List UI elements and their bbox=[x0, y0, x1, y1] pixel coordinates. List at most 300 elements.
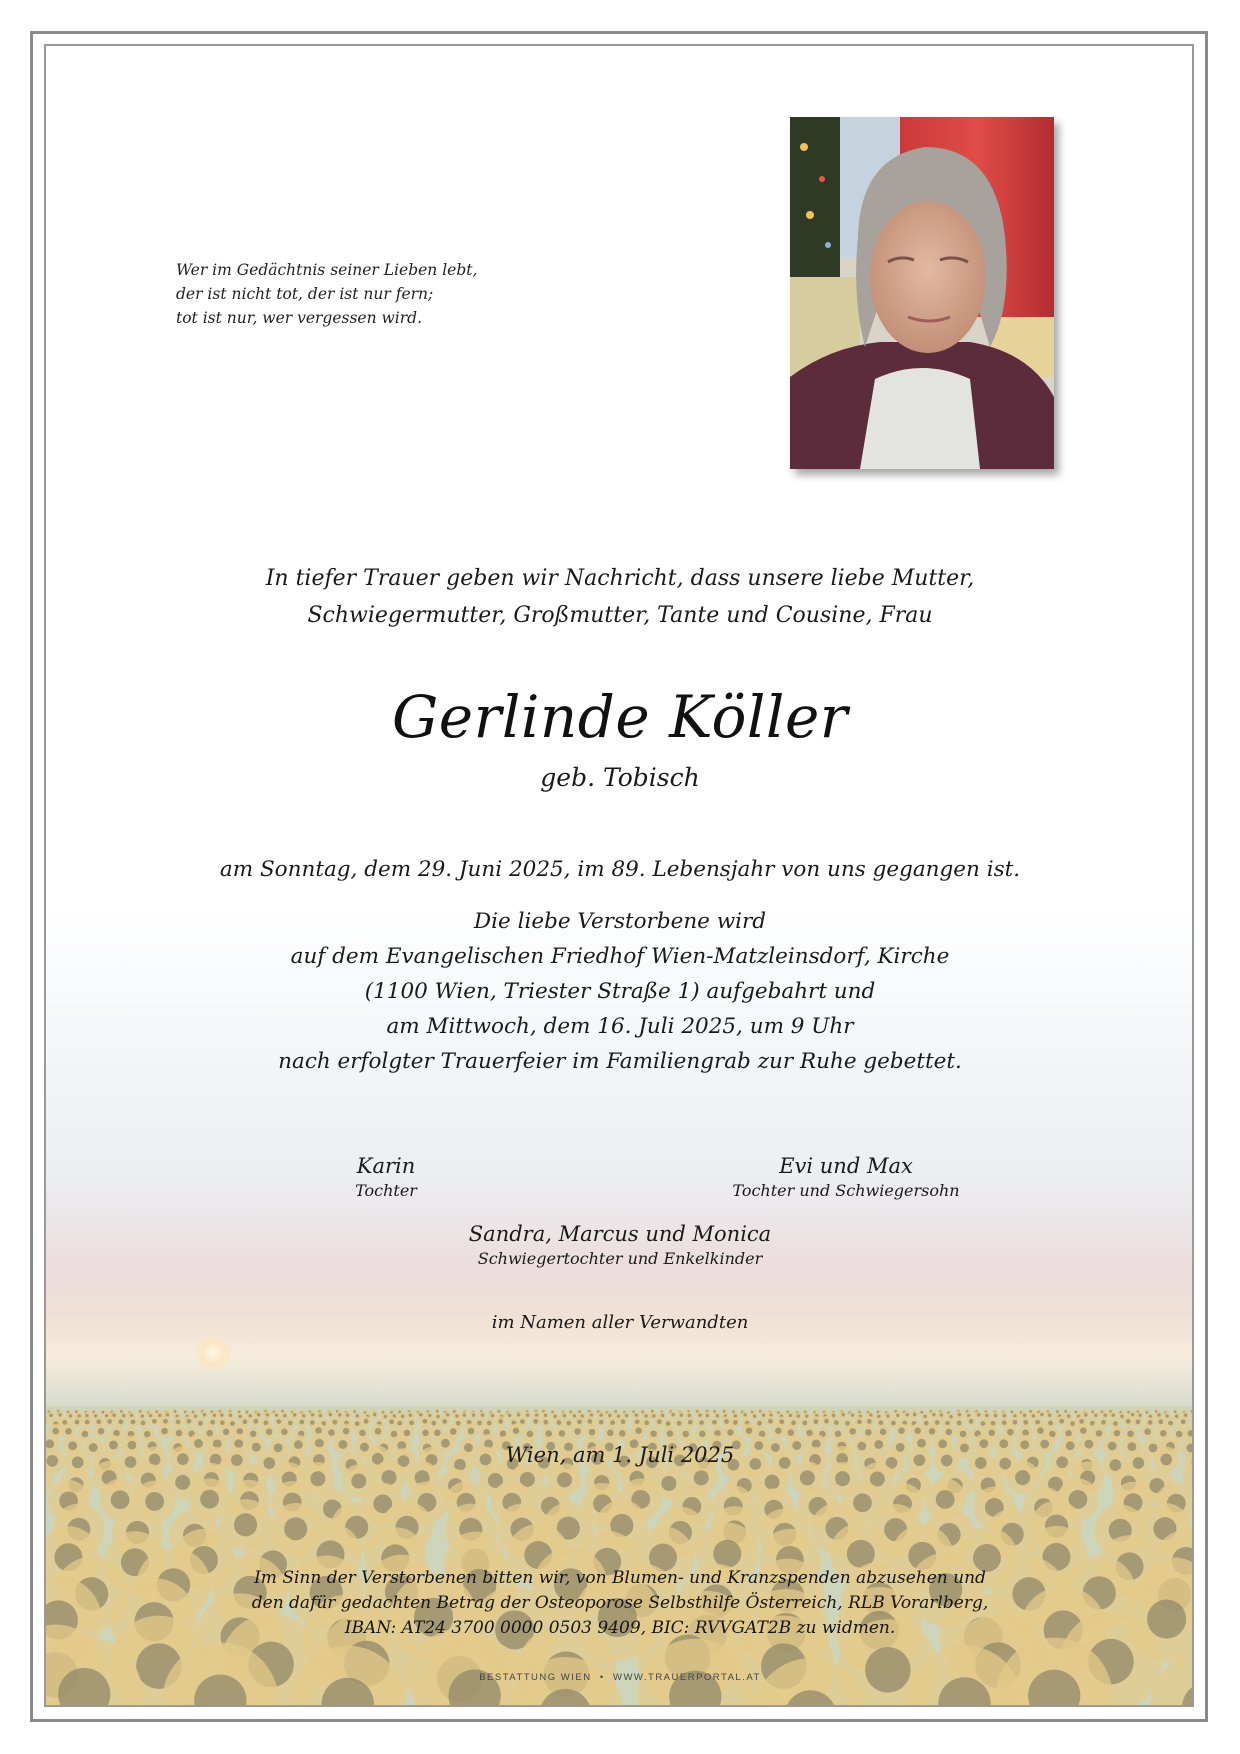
sunflower-center bbox=[1037, 1427, 1044, 1434]
sunflower-center bbox=[299, 1420, 304, 1425]
sunflower-center bbox=[1148, 1420, 1153, 1425]
sunflower-center bbox=[1181, 1419, 1186, 1424]
sunflower-center bbox=[753, 1414, 756, 1417]
sunflower-center bbox=[293, 1413, 296, 1416]
setting-sun bbox=[196, 1336, 230, 1370]
sunflower-center bbox=[651, 1410, 654, 1413]
sunflower-center bbox=[932, 1413, 935, 1416]
sunflower-center bbox=[1101, 1420, 1106, 1425]
mourner-relation: Tochter bbox=[355, 1181, 417, 1200]
mourner-entry bbox=[316, 1152, 456, 1202]
deceased-name: Gerlinde Köller bbox=[391, 683, 849, 751]
sunflower-center bbox=[436, 1410, 439, 1413]
sunflower-center bbox=[210, 1420, 215, 1425]
sunflower-center bbox=[762, 1413, 765, 1416]
sunflower-center bbox=[498, 1410, 501, 1413]
sunflower-center bbox=[802, 1420, 807, 1425]
quote-line: tot ist nur, wer vergessen wird. bbox=[176, 309, 422, 327]
sunflower-center bbox=[175, 1475, 190, 1490]
sunflower-center bbox=[253, 1419, 258, 1424]
sunflower-center bbox=[661, 1476, 676, 1491]
sunflower-center bbox=[1003, 1414, 1006, 1417]
sunflower-center bbox=[775, 1428, 782, 1435]
sunflower-center bbox=[545, 1430, 552, 1437]
sunflower-center bbox=[641, 1411, 644, 1414]
sunflower-center bbox=[1048, 1414, 1051, 1417]
sunflower-center bbox=[533, 1419, 538, 1424]
sunflower-center bbox=[969, 1419, 974, 1424]
sunflower-center bbox=[896, 1414, 899, 1417]
sunflower-center bbox=[574, 1428, 581, 1435]
footer-separator: • bbox=[599, 1672, 605, 1683]
sunflower-center bbox=[404, 1430, 411, 1437]
sunflower-center bbox=[145, 1492, 164, 1511]
sunflower-center bbox=[589, 1429, 596, 1436]
sunflower-center bbox=[176, 1430, 183, 1437]
sunflower-center bbox=[520, 1419, 525, 1424]
sunflower-center bbox=[991, 1421, 996, 1426]
sunflower-center bbox=[398, 1410, 401, 1413]
sunflower-center bbox=[266, 1429, 273, 1436]
sunflower-center bbox=[112, 1414, 115, 1417]
sunflower-center bbox=[526, 1414, 529, 1417]
sunflower-center bbox=[118, 1419, 123, 1424]
sunflower-center bbox=[220, 1420, 225, 1425]
sunflower-center bbox=[144, 1431, 151, 1438]
sunflower-center bbox=[229, 1414, 232, 1417]
sunflower-center bbox=[666, 1421, 671, 1426]
sunflower-center bbox=[434, 1430, 441, 1437]
sunflower-center bbox=[1157, 1413, 1160, 1416]
sunflower-center bbox=[841, 1413, 844, 1416]
sunflower-center bbox=[661, 1414, 664, 1417]
sunflower-center bbox=[187, 1419, 192, 1424]
details-line: (1100 Wien, Triester Straße 1) aufgebahrt und bbox=[364, 979, 876, 1004]
sunflower-center bbox=[988, 1429, 995, 1436]
mourner-name: Karin bbox=[356, 1154, 416, 1178]
sunflower-center bbox=[746, 1427, 753, 1434]
sunflower-center bbox=[1032, 1414, 1035, 1417]
sunflower-center bbox=[727, 1429, 734, 1436]
sunflower-center bbox=[985, 1414, 988, 1417]
sunflower-center bbox=[230, 1421, 235, 1426]
sunflower-center bbox=[422, 1429, 429, 1436]
sunflower-center bbox=[446, 1413, 449, 1416]
sunflower-center bbox=[553, 1414, 556, 1417]
sunflower-center bbox=[1168, 1421, 1173, 1426]
sunflower-center bbox=[264, 1420, 269, 1425]
sunflower-center bbox=[699, 1431, 706, 1438]
details-line: am Mittwoch, dem 16. Juli 2025, um 9 Uhr bbox=[386, 1014, 854, 1039]
sunflower-center bbox=[835, 1431, 842, 1438]
sunflower-center bbox=[242, 1419, 247, 1424]
sunflower-center bbox=[765, 1475, 780, 1490]
sunflower-center bbox=[1138, 1413, 1141, 1416]
sunflower-center bbox=[332, 1420, 337, 1425]
sunflower-center bbox=[450, 1428, 457, 1435]
sunflower-center bbox=[1015, 1470, 1030, 1485]
sunflower-center bbox=[1176, 1431, 1183, 1438]
sunflower-center bbox=[557, 1472, 572, 1487]
sunflower-center bbox=[834, 1420, 839, 1425]
sunflower-center bbox=[194, 1415, 197, 1418]
sunflower-center bbox=[382, 1470, 397, 1485]
sunflower-center bbox=[276, 1419, 281, 1424]
sunflower-center bbox=[573, 1414, 576, 1417]
sunflower-center bbox=[614, 1410, 617, 1413]
donation-request bbox=[0, 1566, 1240, 1641]
sunflower-center bbox=[835, 1471, 850, 1486]
sunflower-center bbox=[62, 1420, 67, 1425]
sunflower-center bbox=[69, 1414, 72, 1417]
sunflower-center bbox=[436, 1415, 439, 1418]
request-line: IBAN: AT24 3700 0000 0503 9409, BIC: RVVGAT2B zu widmen. bbox=[344, 1618, 896, 1638]
death-date-line: am Sonntag, dem 29. Juni 2025, im 89. Lebensjahr von uns gegangen ist. bbox=[219, 857, 1021, 882]
sunflower-center bbox=[924, 1421, 929, 1426]
sunflower-center bbox=[563, 1414, 566, 1417]
intro-line: In tiefer Trauer geben wir Nachricht, dass unsere liebe Mutter, bbox=[265, 566, 975, 591]
sunflower-center bbox=[456, 1421, 461, 1426]
sunflower-center bbox=[310, 1471, 325, 1486]
sunflower-center bbox=[946, 1429, 953, 1436]
sunflower-center bbox=[788, 1429, 795, 1436]
sunflower-center bbox=[914, 1427, 921, 1434]
sunflower-center bbox=[667, 1430, 674, 1437]
sunflower-center bbox=[891, 1421, 896, 1426]
sunflower-center bbox=[1023, 1420, 1028, 1425]
sunflower-center bbox=[1191, 1410, 1194, 1413]
on-behalf-line: im Namen aller Verwandten bbox=[491, 1312, 749, 1333]
sunflower-center bbox=[281, 1428, 288, 1435]
sunflower-center bbox=[851, 1413, 854, 1416]
memorial-quote bbox=[176, 258, 536, 330]
sunflower-center bbox=[213, 1414, 216, 1417]
sunflower-center bbox=[1040, 1413, 1043, 1416]
sunflower-center bbox=[723, 1410, 726, 1413]
sunflower-center bbox=[1120, 1415, 1123, 1418]
sunflower-center bbox=[442, 1419, 447, 1424]
sunflower-center bbox=[1074, 1411, 1077, 1414]
sunflower-center bbox=[319, 1414, 322, 1417]
sunflower-center bbox=[158, 1414, 161, 1417]
sunflower-center bbox=[200, 1490, 219, 1509]
sunflower-center bbox=[544, 1414, 547, 1417]
sunflower-center bbox=[391, 1431, 398, 1438]
sunflower-center bbox=[977, 1413, 980, 1416]
sunflower-center bbox=[1012, 1420, 1017, 1425]
mourner-name: Evi und Max bbox=[779, 1154, 913, 1178]
sunflower-center bbox=[98, 1428, 105, 1435]
sunflower-center bbox=[419, 1413, 422, 1416]
sunflower-center bbox=[617, 1415, 620, 1418]
sunflower-center bbox=[513, 1428, 520, 1435]
sunflower-center bbox=[338, 1413, 341, 1416]
sunflower-center bbox=[789, 1414, 792, 1417]
sunflower-center bbox=[111, 1490, 130, 1509]
sunflower-center bbox=[223, 1429, 230, 1436]
sunflower-center bbox=[65, 1428, 72, 1435]
sunflower-center bbox=[680, 1413, 683, 1416]
sunflower-center bbox=[588, 1419, 593, 1424]
sunflower-center bbox=[569, 1411, 572, 1414]
sunflower-center bbox=[1094, 1413, 1097, 1416]
sunflower-center bbox=[141, 1421, 146, 1426]
sunflower-center bbox=[1079, 1419, 1084, 1424]
sunflower-center bbox=[468, 1428, 475, 1435]
sunflower-center bbox=[652, 1414, 655, 1417]
sunflower-center bbox=[491, 1414, 494, 1417]
sunflower-center bbox=[688, 1414, 691, 1417]
place-and-date: Wien, am 1. Juli 2025 bbox=[505, 1443, 735, 1467]
footer-credit bbox=[0, 1672, 1240, 1683]
sunflower-center bbox=[52, 1428, 59, 1435]
sunflower-center bbox=[1158, 1419, 1163, 1424]
sunflower-center bbox=[644, 1414, 647, 1417]
sunflower-center bbox=[284, 1517, 307, 1540]
sunflower-center bbox=[1165, 1414, 1168, 1417]
sunflower-center bbox=[1065, 1430, 1072, 1437]
sunflower-center bbox=[1048, 1421, 1053, 1426]
sunflower-center bbox=[712, 1420, 717, 1425]
sunflower-center bbox=[906, 1413, 909, 1416]
sunflower-center bbox=[559, 1430, 566, 1437]
sunflower-center bbox=[1029, 1410, 1032, 1413]
sunflower-center bbox=[857, 1419, 862, 1424]
sunflower-center bbox=[107, 1419, 112, 1424]
sunflower-center bbox=[355, 1421, 360, 1426]
sunflower-center bbox=[607, 1430, 614, 1437]
sunflower-center bbox=[543, 1420, 548, 1425]
sunflower-center bbox=[688, 1420, 693, 1425]
sunflower-center bbox=[96, 1419, 101, 1424]
sunflower-center bbox=[174, 1410, 177, 1413]
sunflower-center bbox=[599, 1413, 602, 1416]
sunflower-center bbox=[832, 1414, 835, 1417]
sunflower-center bbox=[733, 1420, 738, 1425]
sunflower-center bbox=[713, 1540, 741, 1568]
sunflower-center bbox=[250, 1430, 257, 1437]
sunflower-center bbox=[635, 1427, 642, 1434]
sunflower-center bbox=[1144, 1428, 1151, 1435]
sunflower-center bbox=[1175, 1414, 1178, 1417]
sunflower-center bbox=[130, 1414, 133, 1417]
details-line: Die liebe Verstorbene wird bbox=[473, 909, 767, 934]
footer-website-link[interactable]: WWW.TRAUERPORTAL.AT bbox=[613, 1672, 761, 1683]
sunflower-center bbox=[1113, 1421, 1118, 1426]
sunflower-center bbox=[1070, 1421, 1075, 1426]
sunflower-center bbox=[682, 1431, 689, 1438]
announcement-intro bbox=[0, 560, 1240, 634]
sunflower-center bbox=[694, 1470, 709, 1485]
sunflower-center bbox=[923, 1415, 926, 1418]
sunflower-center bbox=[743, 1413, 746, 1416]
sunflower-center bbox=[1114, 1430, 1121, 1437]
sunflower-center bbox=[650, 1430, 657, 1437]
sunflower-center bbox=[1096, 1430, 1103, 1437]
sunflower-center bbox=[867, 1419, 872, 1424]
sunflower-center bbox=[994, 1414, 997, 1417]
sunflower-center bbox=[1084, 1413, 1087, 1416]
sunflower-center bbox=[310, 1420, 315, 1425]
sunflower-center bbox=[220, 1413, 223, 1416]
sunflower-center bbox=[257, 1413, 260, 1416]
sunflower-center bbox=[865, 1647, 910, 1692]
sunflower-center bbox=[409, 1413, 412, 1416]
sunflower-center bbox=[329, 1413, 332, 1416]
sunflower-center bbox=[796, 1414, 799, 1417]
sunflower-center bbox=[283, 1414, 286, 1417]
birth-name: geb. Tobisch bbox=[540, 763, 700, 792]
sunflower-center bbox=[428, 1414, 431, 1417]
sunflower-center bbox=[351, 1474, 366, 1489]
sunflower-center bbox=[853, 1493, 872, 1512]
sunflower-center bbox=[1146, 1411, 1149, 1414]
quote-line: Wer im Gedächtnis seiner Lieben lebt, bbox=[176, 261, 478, 279]
sunflower-center bbox=[58, 1413, 61, 1416]
details-line: auf dem Evangelischen Friedhof Wien-Matzleinsdorf, Kirche bbox=[290, 944, 950, 969]
mourner-relation: Tochter und Schwiegersohn bbox=[732, 1181, 960, 1200]
mourner-entry bbox=[420, 1220, 820, 1270]
sunflower-center bbox=[1160, 1430, 1167, 1437]
sunflower-center bbox=[791, 1420, 796, 1425]
sunflower-center bbox=[677, 1421, 682, 1426]
sunflower-center bbox=[508, 1414, 511, 1417]
sunflower-center bbox=[960, 1431, 967, 1438]
sunflower-center bbox=[1131, 1413, 1134, 1416]
sunflower-center bbox=[935, 1420, 940, 1425]
sunflower-center bbox=[1184, 1413, 1187, 1416]
sunflower-center bbox=[198, 1421, 203, 1426]
request-line: den dafür gedachten Betrag der Osteoporose Selbsthilfe Österreich, RLB Vorarlberg, bbox=[251, 1593, 989, 1613]
sunflower-center bbox=[375, 1428, 382, 1435]
sunflower-center bbox=[75, 1410, 78, 1413]
sunflower-center bbox=[176, 1420, 181, 1425]
sunflower-center bbox=[397, 1421, 402, 1426]
sunflower-center bbox=[936, 1490, 955, 1509]
mourner-relation: Schwiegertochter und Enkelkinder bbox=[477, 1249, 763, 1268]
sunflower-center bbox=[75, 1420, 80, 1425]
sunflower-center bbox=[409, 1420, 414, 1425]
funeral-home-name: BESTATTUNG WIEN bbox=[479, 1672, 592, 1683]
sunflower-center bbox=[779, 1419, 784, 1424]
sunflower-center bbox=[453, 1410, 456, 1413]
sunflower-center bbox=[356, 1414, 359, 1417]
sunflower-center bbox=[1002, 1420, 1007, 1425]
sunflower-center bbox=[1192, 1420, 1194, 1425]
sunflower-center bbox=[644, 1420, 649, 1425]
sunflower-center bbox=[328, 1429, 335, 1436]
sunflower-center bbox=[757, 1421, 762, 1426]
sunflower-center bbox=[849, 1428, 856, 1435]
sunflower-center bbox=[957, 1421, 962, 1426]
sunflower-center bbox=[556, 1420, 561, 1425]
sunflower-center bbox=[1010, 1410, 1013, 1413]
request-line: Im Sinn der Verstorbenen bitten wir, von Blumen- und Kranzspenden abzusehen und bbox=[254, 1568, 986, 1588]
sunflower-center bbox=[1136, 1419, 1141, 1424]
sunflower-center bbox=[1193, 1414, 1194, 1417]
sunflower-center bbox=[389, 1419, 394, 1424]
intro-line: Schwiegermutter, Großmutter, Tante und Cousine, Frau bbox=[307, 603, 933, 628]
sunflower-center bbox=[152, 1419, 157, 1424]
sunflower-center bbox=[401, 1415, 404, 1418]
sunflower-center bbox=[599, 1420, 604, 1425]
sunflower-center bbox=[577, 1419, 582, 1424]
sunflower-center bbox=[724, 1419, 729, 1424]
quote-line: der ist nicht tot, der ist nur fern; bbox=[176, 285, 434, 303]
sunflower-center bbox=[1064, 1410, 1067, 1413]
sunflower-center bbox=[131, 1420, 136, 1425]
sunflower-center bbox=[865, 1429, 872, 1436]
sunflower-center bbox=[343, 1428, 350, 1435]
sunflower-center bbox=[487, 1421, 492, 1426]
sunflower-center bbox=[913, 1413, 916, 1416]
sunflower-center bbox=[1090, 1421, 1095, 1426]
sunflower-center bbox=[1067, 1414, 1070, 1417]
sunflower-center bbox=[311, 1413, 314, 1416]
details-line: nach erfolgter Trauerfeier im Familiengrab zur Ruhe gebettet. bbox=[278, 1049, 962, 1074]
sunflower-center bbox=[949, 1415, 952, 1418]
sunflower-center bbox=[898, 1427, 905, 1434]
sunflower-center bbox=[824, 1419, 829, 1424]
sunflower-center bbox=[814, 1419, 819, 1424]
sunflower-center bbox=[49, 1414, 52, 1417]
sunflower-center bbox=[234, 1513, 257, 1536]
sunflower-center bbox=[517, 1413, 520, 1416]
sunflower-center bbox=[384, 1415, 387, 1418]
sunflower-center bbox=[472, 1414, 475, 1417]
sunflower-center bbox=[699, 1420, 704, 1425]
sunflower-center bbox=[671, 1413, 674, 1416]
sunflower-center bbox=[477, 1420, 482, 1425]
sunflower-center bbox=[481, 1413, 484, 1416]
sunflower-center bbox=[566, 1421, 571, 1426]
mourner-name: Sandra, Marcus und Monica bbox=[468, 1222, 772, 1246]
sunflower-center bbox=[498, 1419, 503, 1424]
sunflower-center bbox=[373, 1413, 376, 1416]
sunflower-center bbox=[1188, 1430, 1194, 1437]
sunflower-center bbox=[1059, 1419, 1064, 1424]
sunflower-center bbox=[886, 1414, 889, 1417]
sunflower-center bbox=[359, 1430, 366, 1437]
sunflower-center bbox=[203, 1413, 206, 1416]
sunflower-center bbox=[920, 1411, 923, 1414]
sunflower-center bbox=[463, 1413, 466, 1416]
sunflower-center bbox=[236, 1428, 243, 1435]
sunflower-center bbox=[608, 1414, 611, 1417]
sunflower-center bbox=[315, 1427, 322, 1434]
sunflower-center bbox=[621, 1419, 626, 1424]
sunflower-center bbox=[288, 1421, 293, 1426]
sunflower-center bbox=[768, 1419, 773, 1424]
sunflower-center bbox=[879, 1420, 884, 1425]
sunflower-center bbox=[346, 1413, 349, 1416]
sunflower-center bbox=[455, 1414, 458, 1417]
sunflower-center bbox=[161, 1428, 168, 1435]
sunflower-center bbox=[1127, 1430, 1134, 1437]
sunflower-center bbox=[82, 1431, 89, 1438]
sunflower-center bbox=[249, 1414, 252, 1417]
sunflower-center bbox=[527, 1431, 534, 1438]
sunflower-center bbox=[657, 1419, 662, 1424]
sunflower-center bbox=[1080, 1427, 1087, 1434]
sunflower-center bbox=[85, 1420, 90, 1425]
sunflower-center bbox=[1192, 1470, 1194, 1485]
sunflower-center bbox=[163, 1419, 168, 1424]
sunflower-center bbox=[800, 1470, 815, 1485]
sunflower-center bbox=[1023, 1413, 1026, 1416]
sunflower-center bbox=[635, 1413, 638, 1416]
sunflower-center bbox=[805, 1414, 808, 1417]
